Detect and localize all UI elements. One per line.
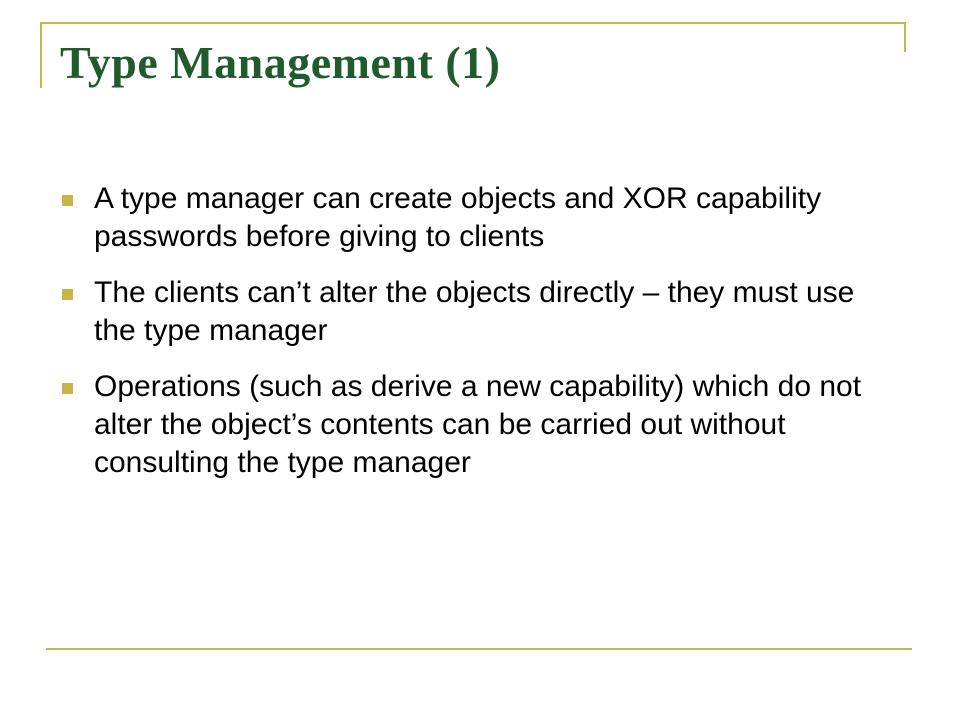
bullet-item <box>60 274 900 350</box>
bullet-text: A type manager can create objects and XOR capability passwords before giving to clients <box>94 182 822 253</box>
bullet-text: The clients can’t alter the objects directly – they must use the type manager <box>94 276 855 347</box>
square-bullet-icon <box>62 383 73 394</box>
frame-top-line <box>40 22 904 24</box>
square-bullet-icon <box>62 195 73 206</box>
bullet-text: Operations (such as derive a new capability) which do not alter the object’s contents can be carried out without consulting the type manager <box>94 370 862 479</box>
bullet-list <box>60 180 900 500</box>
frame-left-line <box>40 22 42 88</box>
bullet-item <box>60 368 900 482</box>
square-bullet-icon <box>62 289 73 300</box>
slide-title: Type Management (1) <box>60 37 501 88</box>
frame-bottom-line <box>46 648 912 650</box>
frame-right-line <box>904 22 906 52</box>
bullet-item <box>60 180 900 256</box>
